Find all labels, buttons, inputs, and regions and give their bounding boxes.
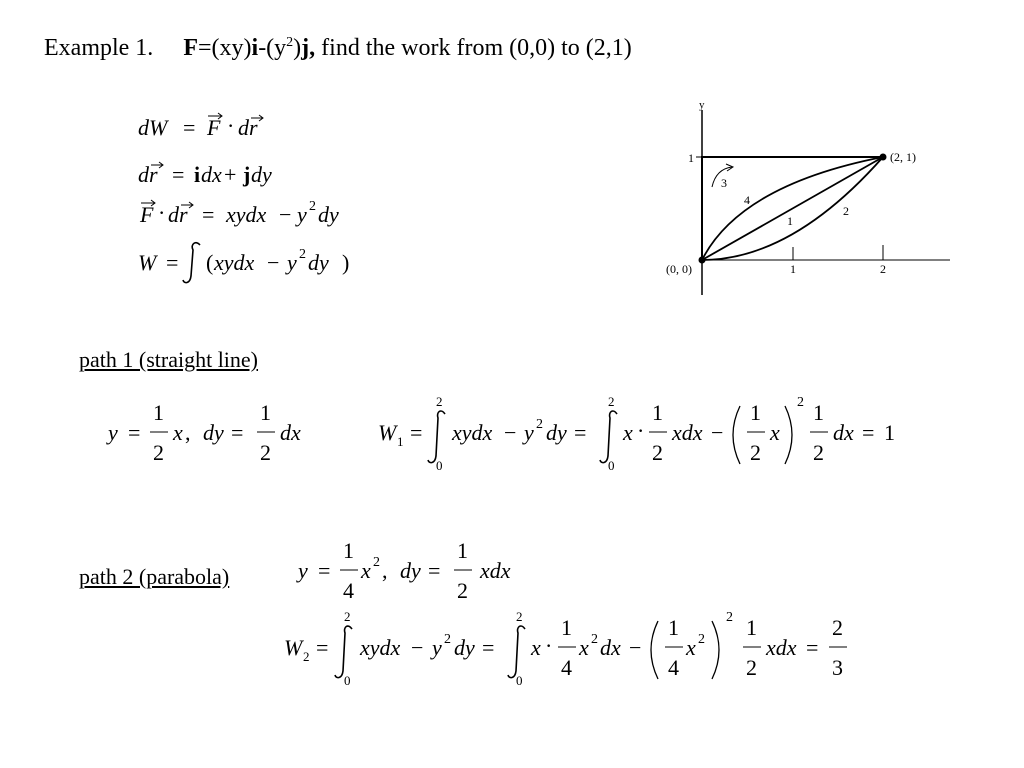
y-var: y — [297, 202, 307, 227]
svg-text:=: = — [428, 558, 441, 583]
svg-text:0: 0 — [516, 673, 523, 688]
end-point — [880, 154, 887, 161]
svg-text:): ) — [342, 250, 350, 275]
svg-text:·: · — [227, 113, 235, 138]
svg-text:dr: dr — [168, 202, 188, 227]
svg-text:−: − — [629, 635, 642, 660]
W1-subscript: 1 — [397, 434, 404, 449]
svg-text:=: = — [806, 635, 819, 660]
svg-text:=: = — [574, 420, 587, 445]
svg-text:dx: dx — [280, 420, 301, 445]
dy-3: dy — [318, 202, 339, 227]
y-var-4: y — [287, 250, 297, 275]
svg-text:2: 2 — [813, 440, 824, 465]
svg-text:2: 2 — [444, 632, 451, 647]
svg-text:dy: dy — [546, 420, 567, 445]
svg-text:4: 4 — [343, 578, 354, 603]
path2-result-num: 2 — [832, 615, 843, 640]
svg-text:1: 1 — [652, 400, 663, 425]
svg-text:xydx: xydx — [360, 635, 401, 660]
path-label-4: 4 — [744, 193, 750, 207]
svg-text:1: 1 — [668, 615, 679, 640]
svg-text:2: 2 — [457, 578, 468, 603]
svg-text:1: 1 — [153, 400, 164, 425]
svg-text:1: 1 — [750, 400, 761, 425]
integral-2b — [508, 626, 525, 678]
svg-text:2: 2 — [299, 247, 306, 262]
svg-text:xdx: xdx — [672, 420, 703, 445]
upper-limit-1a: 2 — [436, 394, 443, 409]
vec-F: F — [207, 115, 221, 140]
svg-text:2: 2 — [726, 610, 733, 625]
svg-text:2: 2 — [591, 632, 598, 647]
y-tick-1: 1 — [688, 151, 694, 165]
dr-lhs: dr — [138, 162, 158, 187]
svg-text:1: 1 — [260, 400, 271, 425]
svg-text:·: · — [637, 418, 645, 443]
field-y: -(y — [258, 35, 287, 61]
svg-text:xydx: xydx — [452, 420, 493, 445]
svg-text:xdx: xdx — [480, 558, 511, 583]
svg-text:,: , — [382, 558, 388, 583]
svg-text:=: = — [166, 250, 179, 275]
path-label-1: 1 — [787, 214, 793, 228]
svg-text:=: = — [316, 635, 329, 660]
svg-text:=: = — [862, 420, 875, 445]
svg-text:4: 4 — [668, 655, 679, 680]
svg-text:=: = — [183, 115, 196, 140]
svg-text:x: x — [623, 420, 633, 445]
svg-text:y: y — [298, 558, 308, 583]
svg-text:dy: dy — [203, 420, 224, 445]
svg-text:1: 1 — [746, 615, 757, 640]
i-bold: i — [194, 162, 201, 187]
svg-text:=: = — [128, 420, 141, 445]
svg-text:dx: dx — [833, 420, 854, 445]
svg-text:W: W — [378, 420, 397, 445]
svg-text:1: 1 — [561, 615, 572, 640]
svg-text:2: 2 — [536, 417, 543, 432]
svg-text:·: · — [545, 633, 553, 658]
path-label-3: 3 — [721, 176, 727, 190]
svg-text:2: 2 — [746, 655, 757, 680]
svg-text:F: F — [140, 202, 154, 227]
field-sup: 2 — [286, 35, 294, 50]
path2-equation — [280, 605, 880, 695]
svg-text:2: 2 — [608, 394, 615, 409]
svg-text:,: , — [185, 420, 191, 445]
svg-text:=: = — [482, 635, 495, 660]
path2-heading: path 2 (parabola) — [79, 564, 230, 589]
svg-text:xdx: xdx — [766, 635, 797, 660]
svg-text:2: 2 — [750, 440, 761, 465]
svg-text:2: 2 — [652, 440, 663, 465]
setup-equations — [130, 100, 390, 290]
field-xy: =(xy) — [197, 35, 252, 61]
svg-text:−: − — [711, 420, 724, 445]
force-F: F — [183, 35, 198, 61]
svg-text:x: x — [531, 635, 541, 660]
path1-result: 1 — [884, 420, 895, 445]
lower-limit-1a: 0 — [436, 458, 443, 473]
upper-limit-2a: 2 — [344, 609, 351, 624]
path1-equations — [100, 390, 920, 475]
svg-text:2: 2 — [698, 632, 705, 647]
svg-text:1: 1 — [343, 538, 354, 563]
svg-text:2: 2 — [516, 609, 523, 624]
svg-text:x: x — [686, 635, 696, 660]
svg-text:2: 2 — [260, 440, 271, 465]
svg-text:dx: dx — [600, 635, 621, 660]
svg-text:dy: dy — [454, 635, 475, 660]
dx: dx — [201, 162, 222, 187]
integral-1b — [600, 411, 617, 463]
svg-text:x: x — [579, 635, 589, 660]
integral-sign — [183, 243, 200, 283]
x-tick-2: 2 — [880, 262, 886, 276]
svg-text:1: 1 — [457, 538, 468, 563]
svg-text:·: · — [158, 200, 166, 225]
svg-text:1: 1 — [813, 400, 824, 425]
example-label: Example 1. — [44, 35, 154, 61]
svg-text:W: W — [284, 635, 303, 660]
integral-2a — [335, 626, 352, 678]
field-close: ) — [293, 35, 302, 61]
svg-text:x: x — [361, 558, 371, 583]
svg-text:2: 2 — [153, 440, 164, 465]
svg-text:2: 2 — [797, 395, 804, 410]
svg-text:2: 2 — [309, 199, 316, 214]
svg-text:−: − — [267, 250, 280, 275]
unit-j: j, — [301, 35, 316, 61]
svg-text:+: + — [224, 162, 237, 187]
end-point-label: (2, 1) — [890, 150, 916, 164]
j-bold: j — [243, 162, 251, 187]
example-title — [44, 35, 632, 62]
svg-text:y: y — [524, 420, 534, 445]
svg-text:=: = — [410, 420, 423, 445]
svg-text:2: 2 — [373, 555, 380, 570]
dW: dW — [138, 115, 168, 140]
svg-text:x: x — [770, 420, 780, 445]
origin-point — [699, 257, 706, 264]
svg-text:x: x — [173, 420, 183, 445]
path-1-line — [702, 157, 883, 260]
origin-label: (0, 0) — [666, 262, 692, 276]
path-graph — [650, 95, 960, 300]
W: W — [138, 250, 157, 275]
vec-dr: dr — [238, 115, 258, 140]
path1-heading: path 1 (straight line) — [79, 347, 259, 372]
svg-text:−: − — [279, 202, 292, 227]
svg-text:−: − — [411, 635, 424, 660]
svg-text:=: = — [318, 558, 331, 583]
task-text: find the work from (0,0) to (2,1) — [315, 35, 632, 61]
svg-text:0: 0 — [608, 458, 615, 473]
path2-result-den: 3 — [832, 655, 843, 680]
W2-subscript: 2 — [303, 649, 310, 664]
dy-4: dy — [308, 250, 329, 275]
xydx: xydx — [226, 202, 267, 227]
svg-text:dy: dy — [400, 558, 421, 583]
svg-text:−: − — [504, 420, 517, 445]
svg-text:4: 4 — [561, 655, 572, 680]
svg-text:=: = — [231, 420, 244, 445]
x-tick-1: 1 — [790, 262, 796, 276]
path-label-2: 2 — [843, 204, 849, 218]
dy: dy — [251, 162, 272, 187]
svg-text:y: y — [432, 635, 442, 660]
lower-limit-2a: 0 — [344, 673, 351, 688]
xydx-4: xydx — [214, 250, 255, 275]
y-axis-label: y — [699, 99, 705, 111]
svg-text:y: y — [108, 420, 118, 445]
unit-i: i — [251, 35, 259, 61]
path2-substitution — [290, 535, 540, 610]
svg-text:=: = — [172, 162, 185, 187]
svg-text:(: ( — [206, 250, 214, 275]
integral-1a — [428, 411, 445, 463]
svg-text:=: = — [202, 202, 215, 227]
